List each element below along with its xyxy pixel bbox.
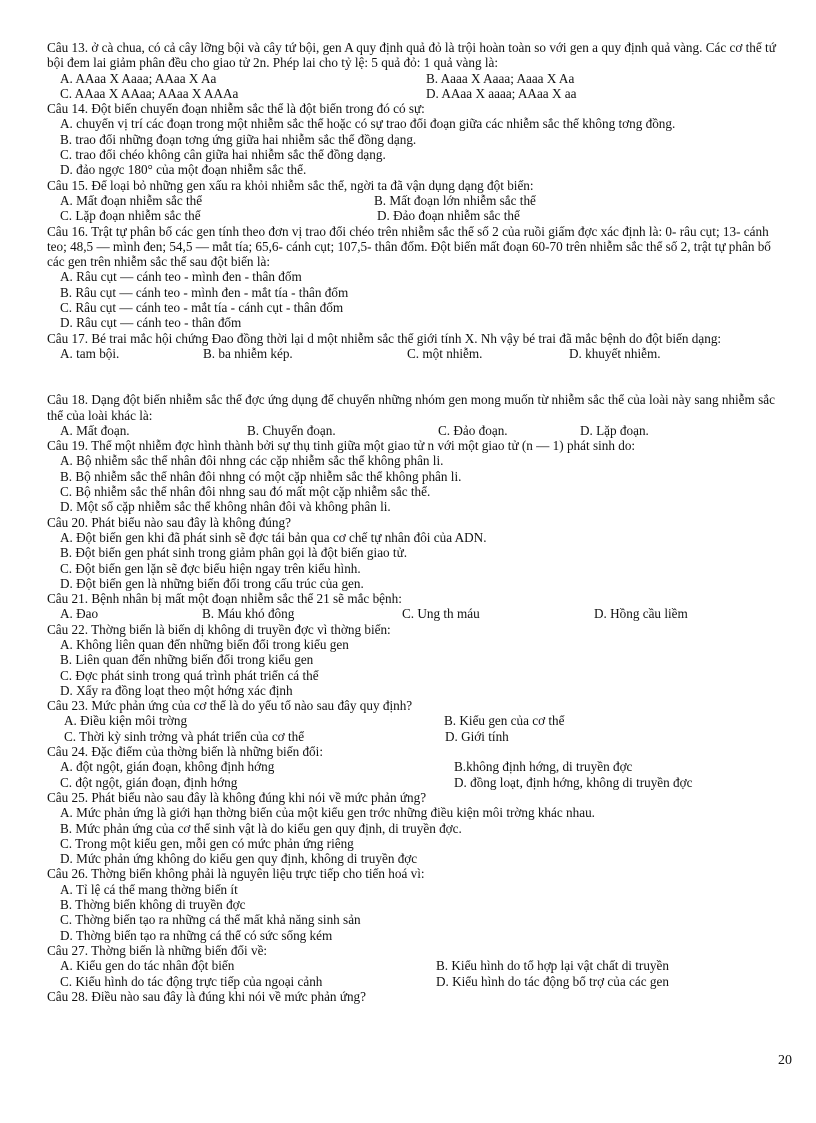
answer-row bbox=[47, 729, 787, 744]
answer-c: C. Đảo đoạn. bbox=[438, 422, 508, 438]
answer-a: A. Không liên quan đến những biến đổi trong kiểu gen bbox=[60, 636, 349, 652]
answer-c: C. trao đổi chéo không cân giữa hai nhiễm sắc thể đồng dạng. bbox=[60, 147, 386, 163]
answer-row bbox=[47, 86, 787, 101]
question-13 bbox=[47, 40, 787, 101]
question-22 bbox=[47, 622, 787, 698]
answer-d: D. Kiểu hình do tác động bổ trợ của các gen bbox=[436, 973, 669, 989]
answer-a: A. Đao bbox=[60, 606, 99, 622]
question-16 bbox=[47, 224, 787, 331]
answer-b: B. Bộ nhiễm sắc thể nhân đôi nhng có một cặp nhiễm sắc thể không phân li. bbox=[60, 468, 462, 484]
question-stem: Câu 14. Đột biến chuyển đoạn nhiễm sắc thể là đột biến trong đó có sự: bbox=[47, 101, 425, 117]
question-stem: Câu 24. Đặc điểm của thờng biến là những biến đổi: bbox=[47, 744, 323, 760]
answer-b: B. trao đổi những đoạn tơng ứng giữa hai nhiễm sắc thể đồng dạng. bbox=[60, 131, 417, 147]
answer-c: C. Trong một kiểu gen, mỗi gen có mức phản ứng riêng bbox=[60, 835, 354, 851]
answer-c: C. Râu cụt — cánh teo - mắt tía - cánh cụt - thân đốm bbox=[60, 300, 344, 316]
answer-row bbox=[47, 759, 787, 774]
answer-b: B. Mức phản ứng của cơ thể sinh vật là do kiểu gen quy định, di truyền đợc. bbox=[60, 820, 462, 836]
question-stem: Câu 18. Dạng đột biến nhiễm sắc thể đợc ứng dụng để chuyển những nhóm gen mong muốn từ nhiễm sắc thể của loài này sang nhiễm sắc thể của loài khác là: bbox=[47, 392, 775, 423]
answer-a: A. Mất đoạn. bbox=[60, 422, 130, 438]
answer-d: D. Xẩy ra đồng loạt theo một hớng xác định bbox=[60, 682, 293, 698]
answer-a: A. Điều kiện môi trờng bbox=[64, 713, 188, 729]
answer-c: C. Ung th máu bbox=[402, 606, 480, 622]
answer-d: D. khuyết nhiễm. bbox=[569, 345, 661, 361]
answer-b: B. ba nhiễm kép. bbox=[203, 345, 293, 361]
answer-row bbox=[47, 606, 787, 621]
answer-a: A. tam bội. bbox=[60, 345, 120, 361]
answer-c: C. AAaa X AAaa; AAaa X AAAa bbox=[60, 85, 239, 101]
answer-b: B. Máu khó đông bbox=[202, 606, 295, 622]
answer-d: D. Lặp đoạn. bbox=[580, 422, 649, 438]
blank-gap bbox=[47, 361, 787, 392]
question-stem: Câu 21. Bệnh nhân bị mất một đoạn nhiễm sắc thể 21 sẽ mắc bệnh: bbox=[47, 591, 402, 607]
answer-row bbox=[47, 974, 787, 989]
question-21 bbox=[47, 591, 787, 622]
answer-c: C. Lặp đoạn nhiễm sắc thể bbox=[60, 208, 201, 224]
answer-b: B. Mất đoạn lớn nhiễm sắc thể bbox=[374, 192, 536, 208]
answer-c: C. đột ngột, gián đoạn, định hớng bbox=[60, 774, 238, 790]
answer-d: D. AAaa X aaaa; AAaa X aa bbox=[426, 85, 577, 101]
question-27 bbox=[47, 943, 787, 989]
question-stem: Câu 19. Thể một nhiễm đợc hình thành bởi sự thụ tinh giữa một giao tử n với một giao tử (n — 1) phát sinh do: bbox=[47, 438, 636, 454]
question-stem: Câu 17. Bé trai mắc hội chứng Đao đồng thời lại d một nhiễm sắc thể giới tính X. Nh vậy bé trai đã mắc bệnh do đột biến dạng: bbox=[47, 330, 722, 346]
page-number: 20 bbox=[778, 1053, 792, 1068]
answer-a: A. đột ngột, gián đoạn, không định hớng bbox=[60, 759, 275, 775]
answer-row bbox=[47, 193, 787, 208]
question-15 bbox=[47, 178, 787, 224]
answer-c: C. một nhiễm. bbox=[407, 345, 483, 361]
answer-b: B. Kiểu hình do tổ hợp lại vật chất di truyền bbox=[436, 958, 669, 974]
question-26 bbox=[47, 866, 787, 942]
answer-c: C. Thờng biến tạo ra những cá thể mất khả năng sinh sản bbox=[60, 912, 361, 928]
question-20 bbox=[47, 515, 787, 591]
answer-d: D. Đột biến gen là những biến đổi trong cấu trúc của gen. bbox=[60, 575, 364, 591]
answer-b: B. Liên quan đến những biến đổi trong kiểu gen bbox=[60, 652, 314, 668]
answer-row bbox=[47, 346, 787, 361]
question-17 bbox=[47, 331, 787, 362]
answer-d: D. đảo ngợc 180° của một đoạn nhiễm sắc thể. bbox=[60, 162, 307, 178]
answer-d: D. Giới tính bbox=[445, 728, 509, 744]
answer-c: C. Bộ nhiễm sắc thể nhân đôi nhng sau đó mất một cặp nhiễm sắc thể. bbox=[60, 484, 431, 500]
answer-b: B. Chuyển đoạn. bbox=[247, 422, 336, 438]
question-stem: Câu 15. Để loại bỏ những gen xấu ra khỏi nhiễm sắc thể, ngời ta đã vận dụng dạng đột biến: bbox=[47, 177, 534, 193]
answer-b: B.không định hớng, di truyền đợc bbox=[454, 759, 633, 775]
answer-c: C. Đột biến gen lặn sẽ đợc biểu hiện ngay trên kiểu hình. bbox=[60, 560, 361, 576]
answer-d: D. Một số cặp nhiễm sắc thể không nhân đôi và không phân li. bbox=[60, 499, 391, 515]
answer-d: D. Thờng biến tạo ra những cá thể có sức sống kém bbox=[60, 927, 333, 943]
answer-b: B. Aaaa X Aaaa; Aaaa X Aa bbox=[426, 70, 575, 86]
answer-d: D. Hồng cầu liềm bbox=[594, 606, 688, 622]
question-18 bbox=[47, 392, 787, 438]
answer-b: B. Râu cụt — cánh teo - mình đen - mắt tía - thân đốm bbox=[60, 284, 349, 300]
answer-row bbox=[47, 71, 787, 86]
answer-a: A. Mức phản ứng là giới hạn thờng biến của một kiểu gen trớc những điều kiện môi trờng khác nhau. bbox=[60, 805, 595, 821]
answer-row bbox=[47, 958, 787, 973]
answer-d: D. Mức phản ứng không do kiểu gen quy định, không di truyền đợc bbox=[60, 851, 418, 867]
answer-d: D. Đảo đoạn nhiễm sắc thể bbox=[377, 208, 520, 224]
answer-a: A. Bộ nhiễm sắc thể nhân đôi nhng các cặp nhiễm sắc thể không phân li. bbox=[60, 453, 444, 469]
answer-d: D. đồng loạt, định hớng, không di truyền đợc bbox=[454, 774, 693, 790]
answer-c: C. Kiểu hình do tác động trực tiếp của ngoại cảnh bbox=[60, 973, 323, 989]
question-stem: Câu 27. Thờng biến là những biến đổi về: bbox=[47, 942, 268, 958]
question-23 bbox=[47, 698, 787, 744]
answer-d: D. Râu cụt — cánh teo - thân đốm bbox=[60, 315, 242, 331]
question-stem: Câu 23. Mức phản ứng của cơ thể là do yếu tố nào sau đây quy định? bbox=[47, 698, 413, 714]
question-19 bbox=[47, 438, 787, 514]
answer-b: B. Kiểu gen của cơ thể bbox=[444, 713, 565, 729]
question-25 bbox=[47, 790, 787, 866]
question-stem: Câu 26. Thờng biến không phải là nguyên liệu trực tiếp cho tiến hoá vì: bbox=[47, 866, 425, 882]
answer-c: C. Đợc phát sinh trong quá trình phát triển cá thể bbox=[60, 667, 319, 683]
answer-a: A. chuyển vị trí các đoạn trong một nhiễm sắc thể hoặc có sự trao đổi đoạn giữa các nhiễm sắc thể không tơng đồng. bbox=[60, 116, 676, 132]
question-stem: Câu 25. Phát biểu nào sau đây là không đúng khi nói về mức phản ứng? bbox=[47, 789, 427, 805]
answer-a: A. Đột biến gen khi đã phát sinh sẽ đợc tái bản qua cơ chế tự nhân đôi của ADN. bbox=[60, 529, 487, 545]
answer-a: A. Râu cụt — cánh teo - mình đen - thân đốm bbox=[60, 269, 302, 285]
answer-row bbox=[47, 208, 787, 223]
question-14 bbox=[47, 101, 787, 177]
answer-a: A. AAaa X Aaaa; AAaa X Aa bbox=[60, 70, 217, 86]
question-24 bbox=[47, 744, 787, 790]
question-sheet bbox=[47, 40, 787, 1004]
answer-row bbox=[47, 423, 787, 438]
answer-a: A. Mất đoạn nhiễm sắc thể bbox=[60, 192, 203, 208]
question-28 bbox=[47, 989, 787, 1004]
question-stem: Câu 28. Điều nào sau đây là đúng khi nói về mức phản ứng? bbox=[47, 988, 367, 1004]
question-stem: Câu 13. ở cà chua, có cả cây lỡng bội và cây tứ bội, gen A quy định quả đỏ là trội hoàn toàn so với gen a quy định quả vàng. Các cơ thể tứ bội đem lai giảm phân đều cho giao tử 2n. Phép lai cho tỷ lệ: 5 quả đỏ: 1 quả vàng là: bbox=[47, 40, 776, 71]
answer-c: C. Thời kỳ sinh trởng và phát triển của cơ thể bbox=[64, 728, 305, 744]
question-stem: Câu 20. Phát biểu nào sau đây là không đúng? bbox=[47, 514, 291, 530]
question-stem: Câu 22. Thờng biến là biến dị không di truyền đợc vì thờng biến: bbox=[47, 621, 391, 637]
question-stem: Câu 16. Trật tự phân bố các gen tính theo đơn vị trao đổi chéo trên nhiễm sắc thể số 2 của ruồi giấm đợc xác định là: 0- râu cụt; 13- cánh teo; 48,5 — mình đen; 54,5 — mắt tía; 65,6- cánh cụt; 107,5- thân đốm. Đột biến mất đoạn 60-70 trên nhiễm sắc thể số 2, trật tự phân bố các gen trên nhiễm sắc thể sau đột biến là: bbox=[47, 223, 771, 270]
answer-b: B. Đột biến gen phát sinh trong giảm phân gọi là đột biến giao tử. bbox=[60, 545, 408, 561]
answer-row bbox=[47, 775, 787, 790]
answer-row bbox=[47, 713, 787, 728]
answer-a: A. Tỉ lệ cá thể mang thờng biến ít bbox=[60, 881, 238, 897]
answer-a: A. Kiểu gen do tác nhân đột biến bbox=[60, 958, 235, 974]
answer-b: B. Thờng biến không di truyền đợc bbox=[60, 897, 246, 913]
